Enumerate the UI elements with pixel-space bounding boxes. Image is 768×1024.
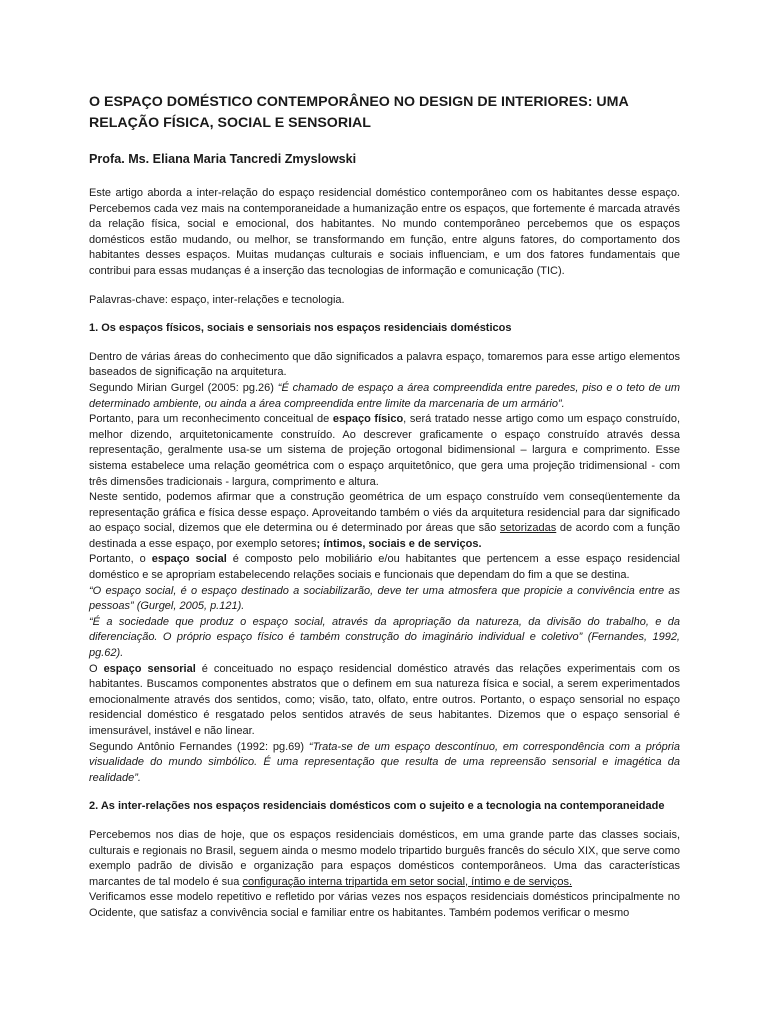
section-1-paragraph-4 <box>89 490 680 552</box>
term-espaco-fisico: espaço físico <box>332 413 404 426</box>
section-1-paragraph-2 <box>89 381 680 412</box>
text-run: O <box>89 662 104 675</box>
sector-list: ; íntimos, sociais e de serviços. <box>316 537 482 550</box>
paper-title: O ESPAÇO DOMÉSTICO CONTEMPORÂNEO NO DESIGN DE INTERIORES: UMA RELAÇÃO FÍSICA, SOCIAL E SENSORIAL <box>89 94 629 131</box>
section-1-paragraph-5 <box>89 552 680 583</box>
section-2-paragraph-1 <box>89 828 680 890</box>
gurgel-quote: “É chamado de espaço a área compreendida entre paredes, piso e o teto de um determinado ambiente, ou ainda a área compreendida entre limite da marcenaria de um armário”. <box>89 381 681 410</box>
text-run: é composto pelo mobiliário e/ou habitantes que pertencem a esse espaço residencial doméstico e se apropriam estabelecendo relações sociais e funcionais que dependam do fim a que se destina. <box>89 553 680 582</box>
fernandes-quote: “Trata-se de um espaço descontínuo, em correspondência com a própria visualidade do mundo simbólico. É uma representação que resulta de uma repreensão sensorial e imagética da realidade”. <box>89 740 680 784</box>
term-espaco-social: espaço social <box>151 553 227 566</box>
text-run: , será tratado nesse artigo como um espaço construído, melhor dizendo, arquitetonicamente construído. Ao descrever graficamente o espaço construído através dessa representação, geralmente usa-se um sistema de projeção ortogonal bidimensional – largura e comprimento. Esse sistema estabelece uma relação geométrica com o espaço arquitetônico, que gera uma projeção tridimensional - com três dimensões tradicionais - largura, comprimento e altura. <box>89 413 681 488</box>
citation-lead: Segundo Mirian Gurgel (2005: pg.26) <box>89 381 278 394</box>
text-run: Percebemos nos dias de hoje, que os espaços residenciais domésticos, em uma grande parte das classes sociais, culturais e regionais no Brasil, seguem ainda o mesmo modelo tripartido burguês francês do século XIX, que serve como exemplo padrão de divisão e organização para espaços domésticos contemporâneos. Uma das características marcantes de tal modelo é sua <box>89 828 680 888</box>
text-run: de acordo com a função destinada a esse espaço, por exemplo setores <box>89 522 680 550</box>
term-espaco-sensorial: espaço sensorial <box>103 662 196 675</box>
author-name: Profa. Ms. Eliana Maria Tancredi Zmyslowski <box>89 152 357 166</box>
quote-fernandes-social <box>89 615 680 662</box>
abstract-paragraph: Este artigo aborda a inter-relação do espaço residencial doméstico contemporâneo com os habitantes desse espaço. Percebemos cada vez mais na contemporaneidade a humanização entre os espaços, que fortemente é marcada através da relação física, social e emocional, dos habitantes. No mundo contemporâneo percebemos que os espaços domésticos estão mudando, ou melhor, se transformando em função, entre alguns fatores, do comportamento dos habitantes desses espaços. Muitas mudanças culturais e sociais influenciam, e um dos fatores fundamentais que contribui para essas mudanças é a inserção das tecnologias de informação e comunicação (TIC). <box>89 187 680 277</box>
section-1-paragraph-1: Dentro de várias áreas do conhecimento que dão significados a palavra espaço, tomaremos para esse artigo elementos baseados de significação na arquitetura. <box>89 350 680 379</box>
section-1-paragraph-7 <box>89 740 680 787</box>
text-run: Portanto, o <box>89 553 152 566</box>
section-2-heading: 2. As inter-relações nos espaços residenciais domésticos com o sujeito e a tecnologia na contemporaneidade <box>89 800 665 813</box>
text-run: é conceituado no espaço residencial doméstico através das relações experimentais com os habitantes. Buscamos componentes abstratos que o definem em sua natureza física e social, a serem experimentados emocionalmente através dos sentidos, como; visão, tato, olfato, entre outros. Portanto, o espaço sensorial no espaço residencial doméstico é resgatado pelos sentidos através de seus habitantes. Dizemos que o espaço sensorial é imensurável, instável e não linear. <box>89 662 680 737</box>
quote-text: “É a sociedade que produz o espaço social, através da apropriação da natureza, da divisão do trabalho, e da diferenciação. O próprio espaço físico é também construção do imaginário individual e coletivo” (Fernandes, 1992, pg.62). <box>89 615 680 660</box>
citation-lead: Segundo Antônio Fernandes (1992: pg.69) <box>89 740 309 753</box>
section-2-paragraph-2: Verificamos esse modelo repetitivo e refletido por várias vezes nos espaços residenciais domésticos principalmente no Ocidente, que satisfaz a convivência social e familiar entre os habitantes. Também podemos verificar o mesmo <box>89 891 680 919</box>
quote-gurgel-social <box>89 584 680 615</box>
keywords: Palavras-chave: espaço, inter-relações e tecnologia. <box>89 293 345 306</box>
term-setorizadas: setorizadas <box>500 522 557 535</box>
section-1-paragraph-6 <box>89 662 680 740</box>
text-run: Portanto, para um reconhecimento conceitual de <box>89 413 333 426</box>
tripartite-configuration: configuração interna tripartida em setor social, íntimo e de serviços. <box>242 875 573 888</box>
section-1-heading: 1. Os espaços físicos, sociais e sensoriais nos espaços residenciais domésticos <box>89 322 512 335</box>
text-run: Neste sentido, podemos afirmar que a construção geométrica de um espaço construído vem conseqüentemente da representação gráfica e física desse espaço. Aproveitando também o viés da arquitetura residencial para dar significado ao espaço social, dizemos que ele determina ou é determinado por áreas que são <box>89 491 680 535</box>
quote-text: “O espaço social, é o espaço destinado a sociabilizarão, deve ter uma atmosfera que propicie a convivência entre as pessoas” (Gurgel, 2005, p.121). <box>89 584 680 613</box>
section-1-paragraph-3 <box>89 412 680 490</box>
